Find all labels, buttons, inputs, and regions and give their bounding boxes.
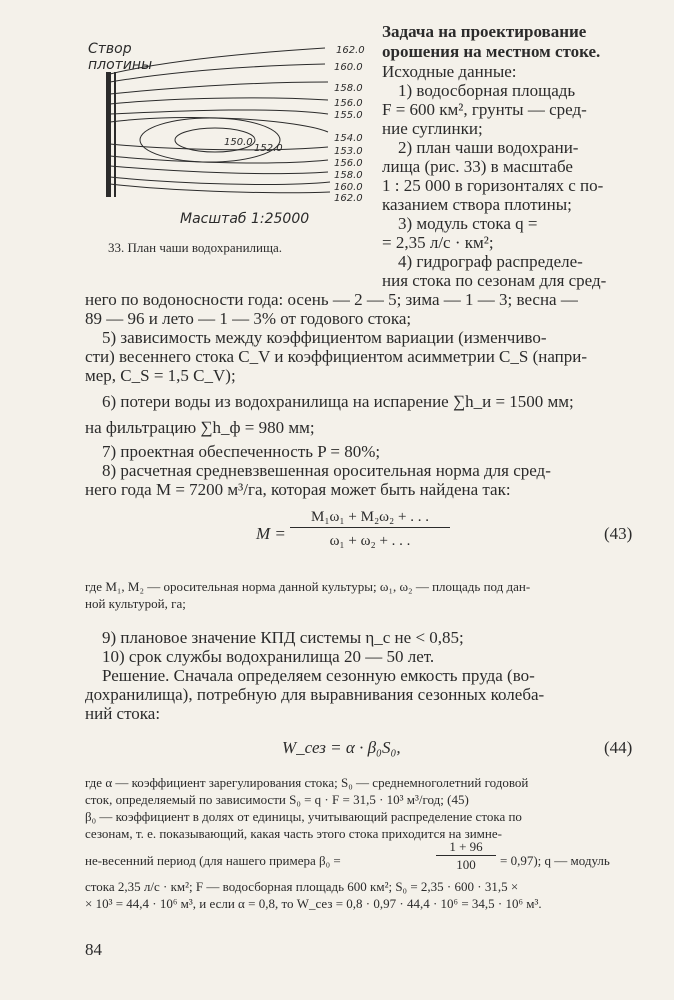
text-line: 6) потери воды из водохранилища на испарение ∑h_и = 1500 мм; bbox=[102, 392, 574, 411]
text-line: 8) расчетная средневзвешенная оросительная норма для сред- bbox=[102, 461, 551, 480]
plotiny-label: плотины bbox=[88, 57, 153, 73]
note-line: сезонам, т. е. показывающий, какая часть этого стока приходится на зимне- bbox=[85, 826, 502, 841]
text-line: ний стока: bbox=[85, 704, 161, 723]
text-line: 4) гидрограф распределе- bbox=[398, 252, 583, 271]
contour-label: 162.0 bbox=[334, 193, 363, 204]
text-line: дохранилища), потребную для выравнивания сезонных колеба- bbox=[85, 685, 545, 704]
page-number: 84 bbox=[85, 940, 102, 959]
inner-contour-label: 150.0 bbox=[224, 137, 253, 148]
text-line: ния стока по сезонам для сред- bbox=[382, 271, 607, 290]
fraction-denominator: 100 bbox=[456, 857, 476, 872]
text-line: 89 — 96 и лето — 1 — 3% от годового стока; bbox=[85, 309, 412, 328]
text-line: 7) проектная обеспеченность P = 80%; bbox=[102, 442, 381, 461]
formula-44: W_сез = α · β₀S₀, bbox=[282, 738, 401, 757]
contour-label: 158.0 bbox=[334, 170, 363, 181]
text-line: сти) весеннего стока C_V и коэффициентом асимметрии C_S (напри- bbox=[85, 347, 588, 366]
text-line: него по водоносности года: осень — 2 — 5; зима — 1 — 3; весна — bbox=[85, 290, 578, 309]
note-line: не-весенний период (для нашего примера β₀ = bbox=[85, 853, 341, 868]
text-line: казанием створа плотины; bbox=[382, 195, 572, 214]
text-line: F = 600 км², грунты — сред- bbox=[382, 100, 587, 119]
text-line: 1 : 25 000 в горизонталях с по- bbox=[382, 176, 604, 195]
text-line: 1) водосборная площадь bbox=[398, 81, 576, 100]
contour-label: 160.0 bbox=[334, 182, 363, 193]
formula-43-denominator: ω₁ + ω₂ + . . . bbox=[329, 533, 411, 549]
formula-43-lhs: M = bbox=[256, 524, 286, 543]
text-line: на фильтрацию ∑h_ф = 980 мм; bbox=[85, 418, 315, 437]
task-title: орошения на местном стоке. bbox=[382, 42, 601, 61]
contour-label: 156.0 bbox=[334, 98, 363, 109]
text-line: Решение. Сначала определяем сезонную емкость пруда (во- bbox=[102, 666, 535, 685]
figure-caption: 33. План чаши водохранилища. bbox=[108, 240, 283, 255]
note-line: × 10³ = 44,4 · 10⁶ м³, и если α = 0,8, то W_сез = 0,8 · 0,97 · 44,4 · 10⁶ = 34,5 · 10⁶ м³. bbox=[85, 896, 542, 911]
scale-label: Масштаб 1:25000 bbox=[180, 211, 310, 227]
text-line: 9) плановое значение КПД системы η_с не < 0,85; bbox=[102, 628, 464, 647]
formula-44-number: (44) bbox=[604, 738, 633, 757]
note-line: стока 2,35 л/с · км²; F — водосборная площадь 600 км²; S₀ = 2,35 · 600 · 31,5 × bbox=[85, 879, 519, 894]
note-line: ной культурой, га; bbox=[85, 596, 186, 611]
note-line: сток, определяемый по зависимости S₀ = q · F = 31,5 · 10³ м³/год; (45) bbox=[85, 792, 469, 807]
note-line: где M₁, M₂ — оросительная норма данной культуры; ω₁, ω₂ — площадь под дан- bbox=[85, 579, 531, 594]
formula-43-numerator: M₁ω₁ + M₂ω₂ + . . . bbox=[290, 508, 450, 528]
fraction-numerator: 1 + 96 bbox=[436, 838, 496, 856]
text-line: = 2,35 л/с · км²; bbox=[382, 233, 494, 252]
text-line: лища (рис. 33) в масштабе bbox=[382, 157, 573, 176]
contour-label: 153.0 bbox=[334, 146, 363, 157]
text-line: него года M = 7200 м³/га, которая может быть найдена так: bbox=[85, 480, 511, 499]
contour-label: 155.0 bbox=[334, 110, 363, 121]
text-line: 5) зависимость между коэффициентом вариации (изменчиво- bbox=[102, 328, 547, 347]
text-line: мер, C_S = 1,5 C_V); bbox=[85, 366, 236, 385]
text-line: 3) модуль стока q = bbox=[398, 214, 538, 233]
note-line: = 0,97); q — модуль bbox=[500, 853, 610, 868]
contour-label: 162.0 bbox=[336, 45, 365, 56]
contour-label: 154.0 bbox=[334, 133, 363, 144]
text-line: ние суглинки; bbox=[382, 119, 483, 138]
note-line: β₀ — коэффициент в долях от единицы, учитывающий распределение стока по bbox=[85, 809, 522, 824]
contour-label: 158.0 bbox=[334, 83, 363, 94]
text-line: Исходные данные: bbox=[382, 62, 517, 81]
formula-43-number: (43) bbox=[604, 524, 633, 543]
stvor-label: Створ bbox=[88, 41, 132, 57]
task-title: Задача на проектирование bbox=[382, 22, 587, 41]
contour-label: 156.0 bbox=[334, 158, 363, 169]
inner-contour-label: 152.0 bbox=[254, 143, 283, 154]
note-line: где α — коэффициент зарегулирования стока; S₀ — среднемноголетний годовой bbox=[85, 775, 529, 790]
text-line: 2) план чаши водохрани- bbox=[398, 138, 579, 157]
text-line: 10) срок службы водохранилища 20 — 50 лет. bbox=[102, 647, 435, 666]
contour-label: 160.0 bbox=[334, 62, 363, 73]
